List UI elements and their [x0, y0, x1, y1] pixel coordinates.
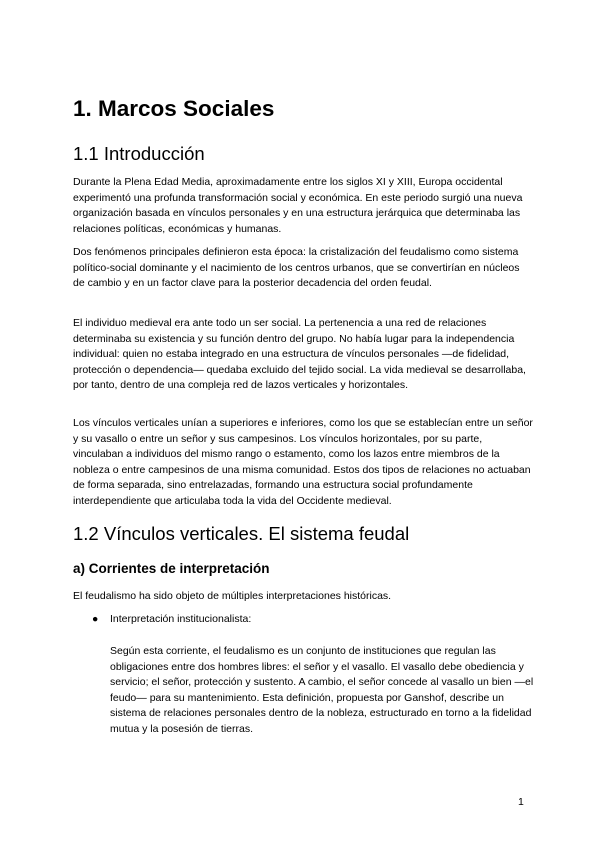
paragraph-individuo-medieval: El individuo medieval era ante todo un ser social. La pertenencia a una red de relaciones determinaba su existencia y su función dentro del grupo. No había lugar para la independencia individual: quien no estaba integrado en una estructura de vínculos personales —de fidelidad, protección o dependencia— quedaba excluido del tejido social. La vida medieval se desarrollaba, por tanto, dentro de una compleja red de lazos verticales y horizontales.	[73, 317, 526, 392]
bullet-icon: ●	[92, 613, 99, 625]
paragraph-dos-fenomenos: Dos fenómenos principales definieron esta época: la cristalización del feudalismo como sistema político-social dominante y el nacimiento de los centros urbanos, que se convertirían en núcleos de cambio y en un factor clave para la posterior decadencia del orden feudal.	[73, 246, 520, 290]
bullet-item-institucionalista	[92, 612, 251, 628]
paragraph-vinculos-verticales: Los vínculos verticales unían a superiores e inferiores, como los que se establecían entre un señor y su vasallo o entre un señor y sus campesinos. Los vínculos horizontales, por su parte, vinculaban a individuos del mismo rango o estamento, como los lazos entre miembros de la nobleza o entre campesinos de una misma comunidad. Estos dos tipos de relaciones no actuaban de forma separada, sino entrelazadas, formando una estructura social profundamente interdependiente que articulaba toda la vida del Occidente medieval.	[73, 417, 533, 507]
page-number: 1	[518, 796, 524, 808]
paragraph-feudalismo-intro: El feudalismo ha sido objeto de múltiples interpretaciones históricas.	[73, 590, 392, 602]
section-heading-introduccion: 1.1 Introducción	[73, 143, 205, 164]
bullet-label: Interpretación institucionalista:	[110, 613, 252, 625]
paragraph-institucionalista-body: Según esta corriente, el feudalismo es un conjunto de instituciones que regulan las obligaciones entre dos hombres libres: el señor y el vasallo. El vasallo debe obediencia y servicio; el señor, protección y sustento. A cambio, el señor concede al vasallo un bien —el feudo— para su mantenimiento. Esta definición, propuesta por Ganshof, describe un sistema de relaciones personales dentro de la nobleza, estructurado en torno a la fidelidad mutua y la posesión de tierras.	[110, 645, 534, 735]
section-heading-sistema-feudal: 1.2 Vínculos verticales. El sistema feudal	[73, 523, 410, 544]
paragraph-plena-edad-media: Durante la Plena Edad Media, aproximadamente entre los siglos XI y XIII, Europa occidental experimentó una profunda transformación social y económica. En este periodo surgió una nueva organización basada en vínculos personales y en una estructura jerárquica que determinaba las relaciones políticas, económicas y humanas.	[73, 176, 523, 235]
document-title: 1. Marcos Sociales	[73, 96, 275, 121]
subsection-heading-corrientes: a) Corrientes de interpretación	[73, 561, 270, 576]
